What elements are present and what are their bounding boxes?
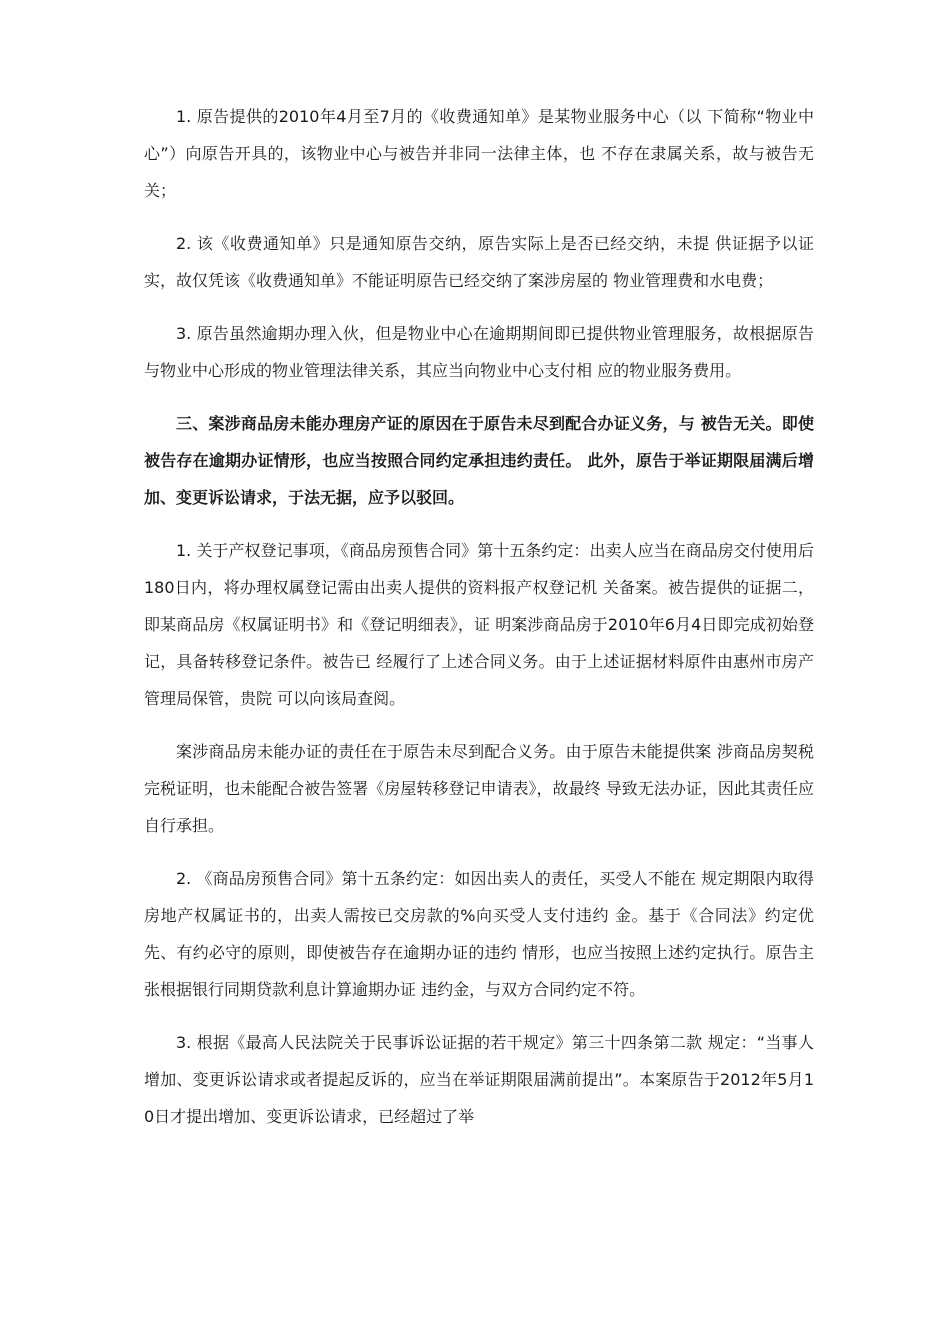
paragraph-7: 3. 根据《最高人民法院关于民事诉讼证据的若干规定》第三十四条第二款 规定：“当事人增加、变更诉讼请求或者提起反诉的，应当在举证期限届满前提出”。本案原告于2012年5月10日才提出增加、变更诉讼请求，已经超过了举 bbox=[144, 1033, 814, 1126]
paragraph-4: 1. 关于产权登记事项，《商品房预售合同》第十五条约定：出卖人应当在商品房交付使用后180日内，将办理权属登记需由出卖人提供的资料报产权登记机 关备案。被告提供的证据二，即某商品房《权属证明书》和《登记明细表》，证 明案涉商品房于2010年6月4日即完成初始登记，具备转移登记条件。被告已 经履行了上述合同义务。由于上述证据材料原件由惠州市房产管理局保管，贵院 可以向该局查阅。 bbox=[144, 541, 814, 708]
paragraph-6: 2. 《商品房预售合同》第十五条约定：如因出卖人的责任，买受人不能在 规定期限内取得房地产权属证书的，出卖人需按已交房款的%向买受人支付违约 金。基于《合同法》约定优先、有约必守的原则，即使被告存在逾期办证的违约 情形，也应当按照上述约定执行。原告主张根据银行同期贷款利息计算逾期办证 违约金，与双方合同约定不符。 bbox=[144, 869, 814, 999]
paragraph-5: 案涉商品房未能办证的责任在于原告未尽到配合义务。由于原告未能提供案 涉商品房契税完税证明，也未能配合被告签署《房屋转移登记申请表》，故最终 导致无法办证，因此其责任应自行承担。 bbox=[144, 742, 814, 835]
paragraph-1: 1. 原告提供的2010年4月至7月的《收费通知单》是某物业服务中心（以 下简称“物业中心”）向原告开具的，该物业中心与被告并非同一法律主体，也 不存在隶属关系，故与被告无关； bbox=[144, 107, 814, 200]
paragraph-2: 2. 该《收费通知单》只是通知原告交纳，原告实际上是否已经交纳，未提 供证据予以证实，故仅凭该《收费通知单》不能证明原告已经交纳了案涉房屋的 物业管理费和水电费； bbox=[144, 234, 814, 290]
document-body bbox=[144, 98, 814, 1135]
paragraph-3: 3. 原告虽然逾期办理入伙，但是物业中心在逾期期间即已提供物业管理服务，故根据原告与物业中心形成的物业管理法律关系，其应当向物业中心支付相 应的物业服务费用。 bbox=[144, 324, 814, 380]
section-heading-3: 三、案涉商品房未能办理房产证的原因在于原告未尽到配合办证义务，与 被告无关。即使被告存在逾期办证情形，也应当按照合同约定承担违约责任。 此外，原告于举证期限届满后增加、变更诉讼请求，于法无据，应予以驳回。 bbox=[144, 414, 814, 507]
